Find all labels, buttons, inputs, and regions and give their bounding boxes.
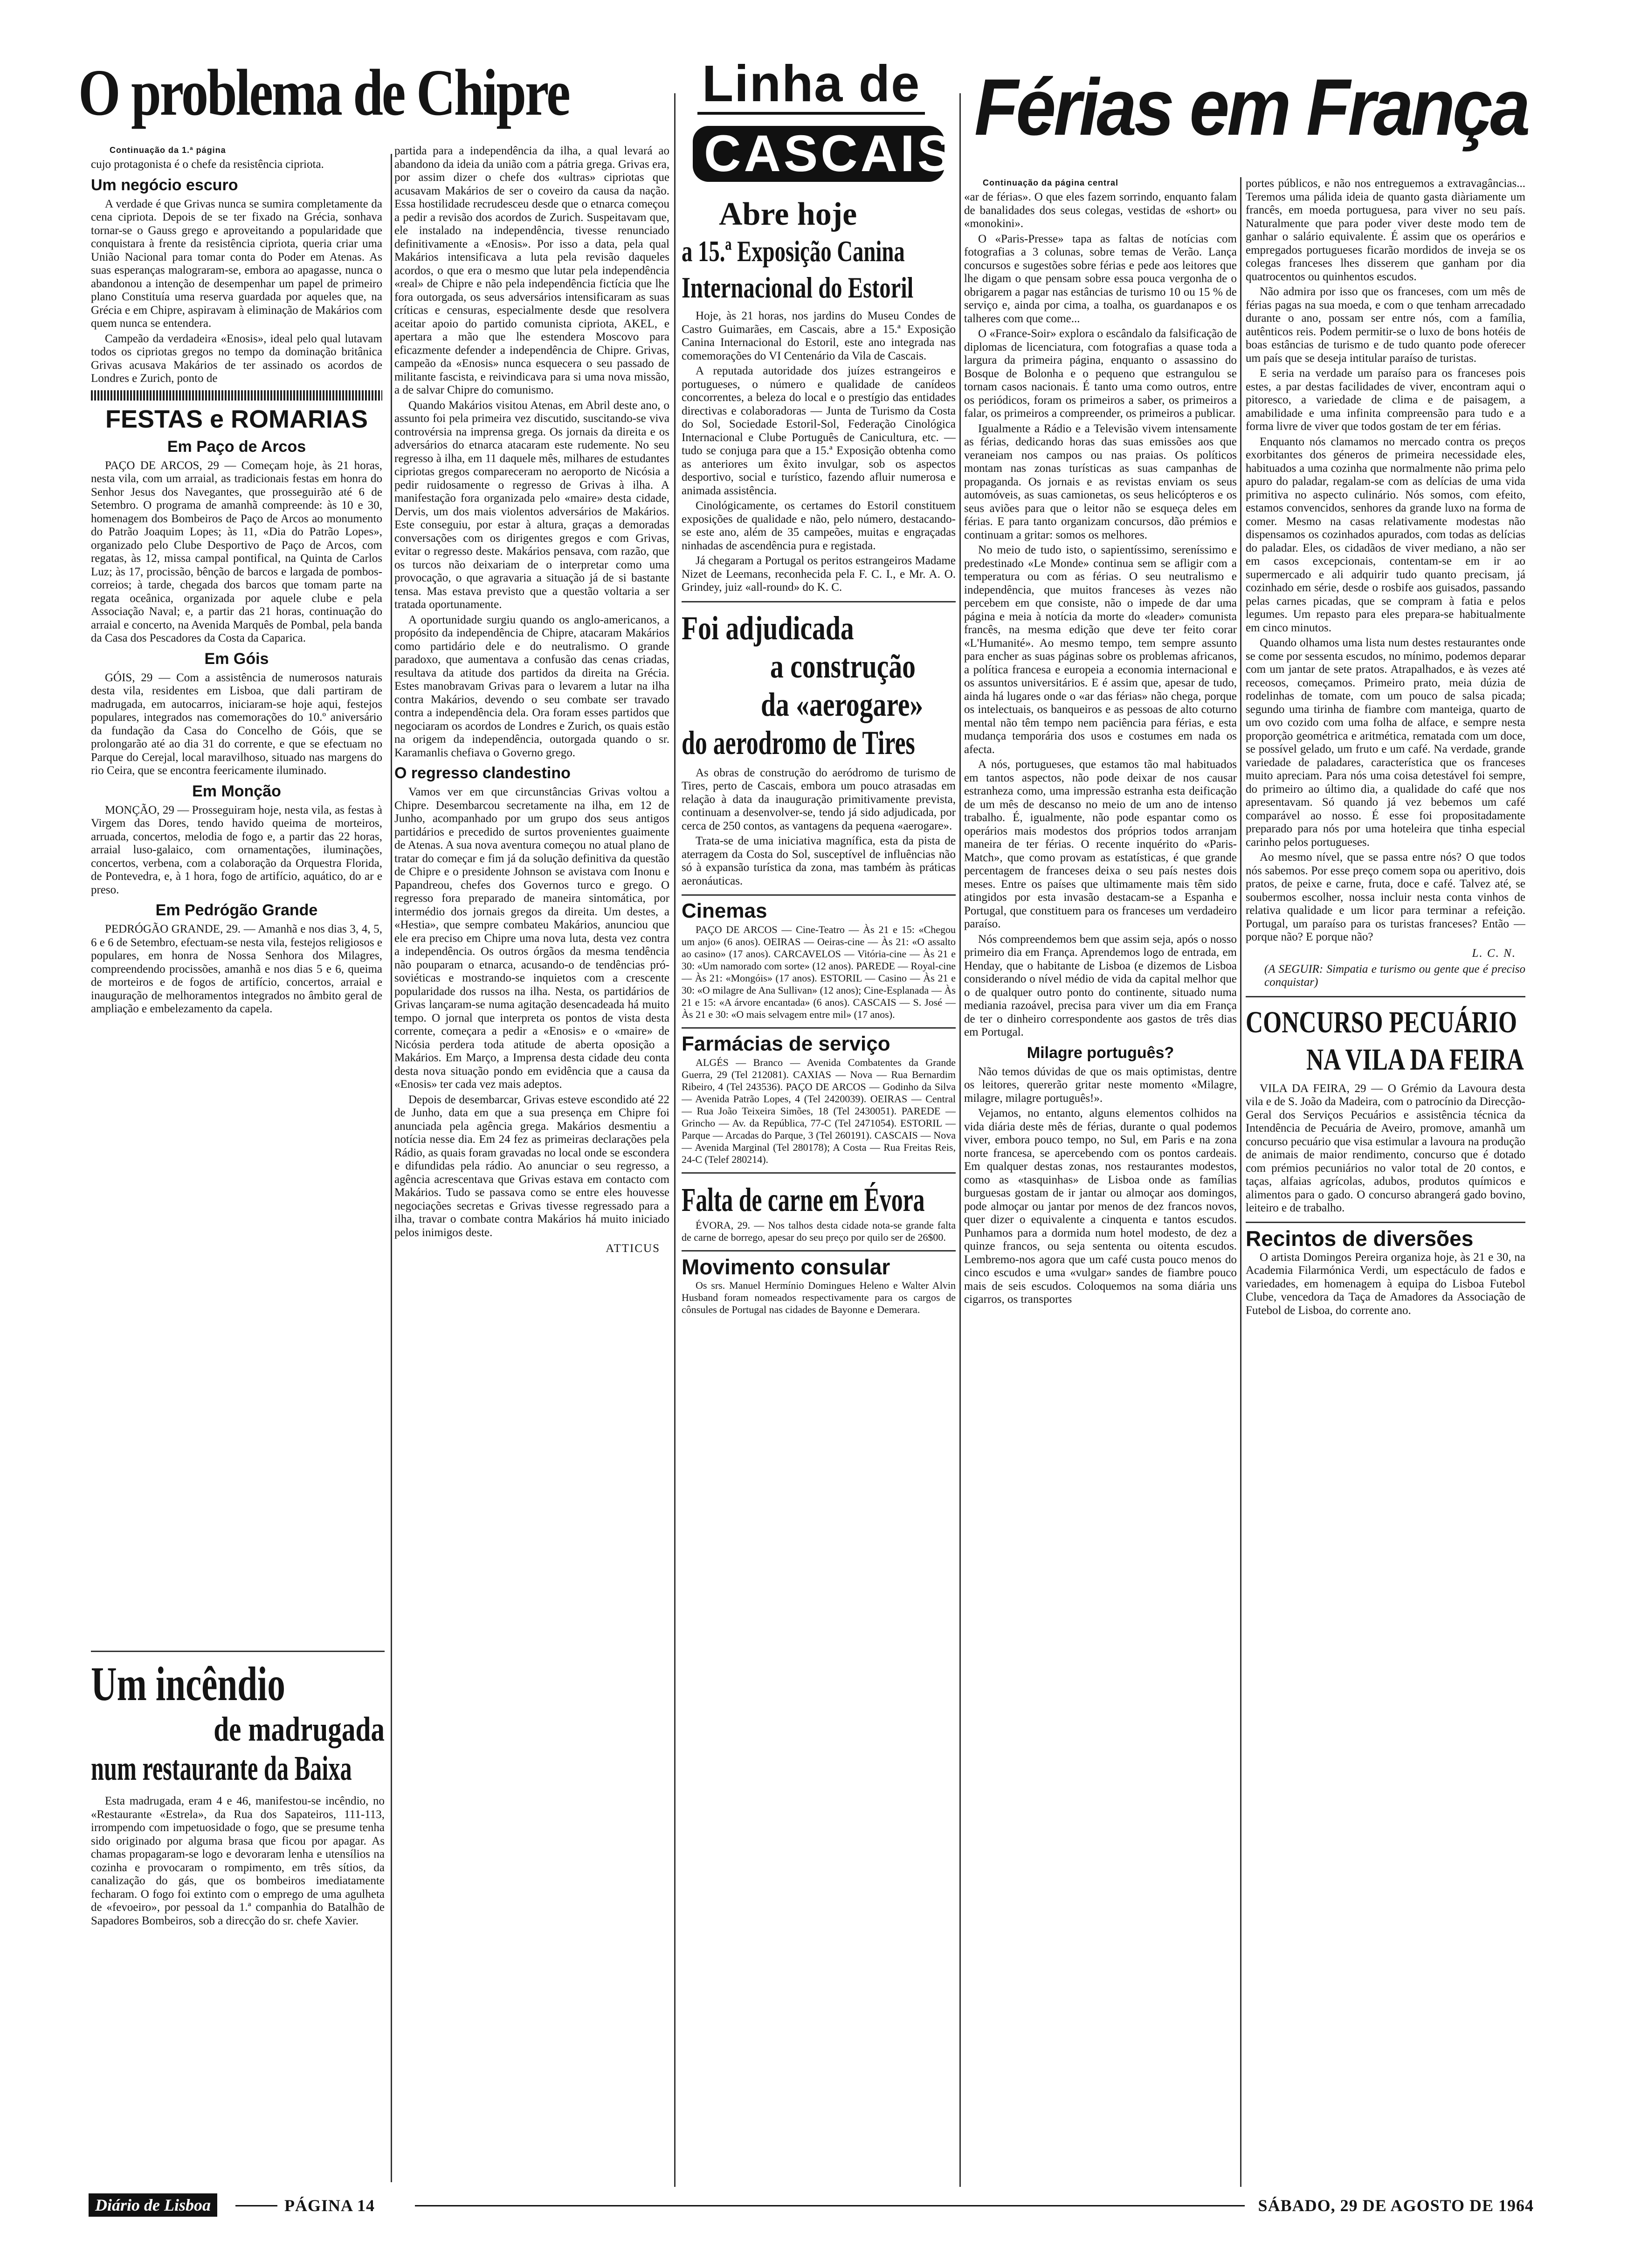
- paragraph: MONÇÃO, 29 — Prosseguiram hoje, nesta vila, as festas à Virgem das Dores, tendo havido queima de morteiros, arruada, concertos, melodia de fogo e, a partir das 22 horas, arraial luso-galaico, com ornamentações, iluminações, concertos, verbena, com a colaboração da Orquestra Florida, de Pontevedra, e, à 1 hora, fogo de artifício, aquático, do ar e preso.: [91, 803, 382, 896]
- aero-headline-3: da «aerogare»: [761, 685, 924, 723]
- incendio-article: [91, 1651, 385, 2178]
- divider: [682, 1250, 956, 1252]
- divider: [682, 1172, 956, 1174]
- canina-headline-2: a 15.ª Exposição Canina: [682, 235, 905, 268]
- aero-headline-1: Foi adjudicada: [682, 609, 854, 647]
- column-2: [394, 145, 669, 2164]
- paragraph: Vejamos, no entanto, alguns elementos colhidos na vida diária deste mês de férias, durante o qual podemos viver, embora pouco tempo, no Sul, em Paris e na zona norte francesa, se apercebendo com os pontos cardeais. Em qualquer destas zonas, nos restaurantes modestos, como as «tasquinhas» de Lisboa onde as famílias burguesas gostam de ir jantar ou almoçar aos domingos, pode almoçar ou jantar por menos de dez francos novos, quer dizer o equivalente a cinquenta e tantos escudos. Punhamos para a dormida num hotel modesto, de dez a quinze francos, ou seja sententa ou oitenta escudos. Lembremo-nos agora que um café custa pouco menos do cinco escudos e uma «vulgar» sandes de fiambre pouco mais de seis escudos. Coloquemos na soma diária uns cigarros, os transportes: [964, 1107, 1237, 1306]
- paragraph: E seria na verdade um paraíso para os franceses pois estes, a par destas facilidades de viver, encontram aqui o pitoresco, a variedade de clima e de paisagem, a amabilidade e uma infinita compreensão para tudo e a forma livre de viver que todos gostam de ter em férias.: [1246, 367, 1525, 433]
- recintos-heading: Recintos de diversões: [1246, 1226, 1474, 1251]
- paragraph: Cinológicamente, os certames do Estoril constituem exposições de qualidade e não, pelo número, destacando-se este ano, além de 35 campeões, muitas e engraçadas ninhadas de ascendência pura e registada.: [682, 499, 956, 552]
- linha-de-title: Linha de: [697, 56, 925, 115]
- paragraph: Igualmente a Rádio e a Televisão vivem intensamente as férias, dedicando horas das suas emissões aos que veraneiam nos campos ou nas praias. Os políticos montam nas zonas turísticas as suas campanhas de propaganda. Os jornais e as revistas enviam os seus automóveis, as suas camionetas, os seus helicópteros e os seus aviões para que o leitor não se esqueça deles em férias. E para tanto organizam concursos, dão prémios e continuam a gritar: somos os melhores.: [964, 422, 1237, 541]
- paragraph: Os srs. Manuel Hermínio Domingues Heleno e Walter Alvin Husband foram nomeados respectivamente para os cargos de cônsules de Portugal nas cidades de Bayonne e Demerara.: [682, 1279, 956, 1315]
- paragraph: Quando Makários visitou Atenas, em Abril deste ano, o assunto foi pela primeira vez discutido, suscitando-se viva controvérsia na imprensa grega. Os jornais da direita e os adversários do etnarca atacaram este rudemente. No seu regresso à ilha, em 11 daquele mês, milhares de estudantes cipriotas gregos compareceram no aeroporto de Nicósia a pedir ruidosamente o regresso de Grivas à ilha. A manifestação fora organizada pelo «maire» desta cidade, Dervis, um dos mais violentos adversários de Makários. Este conseguiu, por estar à altura, graças a demoradas conversações com os dirigentes gregos e com Grivas, evitar o regresso deste. Makários pensava, com razão, que os turcos não deixariam de o interpretar como uma provocação, o que agravaria a situação já de si bastante tensa. Mas estava previsto que a questão voltaria a ser tratada oportunamente.: [394, 399, 669, 611]
- paragraph: Trata-se de uma iniciativa magnífica, esta da pista de aterragem da Costa do Sol, susceptível de influências não só à expansão turística da zona, mas também às práticas aeronáuticas.: [682, 835, 956, 887]
- paragraph: Ao mesmo nível, que se passa entre nós? O que todos nós sabemos. Por esse preço comem sopa ou aperitivo, dois pratos, de peixe e carne, fruta, doce e café. Talvez até, se soubermos escolher, nossa incluir nesta conta vinhos de relativa qualidade e um licor para terminar a refeição. Portugal, um paraíso para os turistas franceses? Então — porque não? E porque não?: [1246, 851, 1525, 943]
- aero-headline-4: do aerodromo de Tires: [682, 724, 915, 761]
- evora-headline: Falta de carne em Évora: [682, 1181, 925, 1218]
- paragraph: PAÇO DE ARCOS, 29 — Começam hoje, às 21 horas, nesta vila, com um arraial, as tradicionais festas em honra do Senhor Jesus dos Navegantes, que prosseguirão até 6 de Setembro. O programa de amanhã compreende: às 10 e 30, homenagem dos Bombeiros de Paço de Arcos ao monumento do Patrão Joaquim Lopes; às 11, «Dia do Patrão Lopes», organizado pelo Clube Desportivo de Paço de Arcos, com regatas, às 12, missa campal pontifical, na Quinta de Carlos Luz; às 17, procissão, bênção de barcos e largada de pombos-correios; à tarde, chegada dos barcos que tomam parte na regata oceânica, organizada por aquele clube e pela Associação Naval; e, a partir das 21 horas, continuação do arraial e concerto, na Avenida Marquês de Pombal, pela banda da Casa dos Pescadores da Costa da Caparica.: [91, 459, 382, 644]
- canina-headline-1: Abre hoje: [719, 196, 857, 232]
- paragraph: As obras de construção do aeródromo de turismo de Tires, perto de Cascais, embora um pouco atrasadas em relação à data da inauguração primitivamente prevista, continuam a desenvolver-se, tendo já sido adjudicada, por cerca de 250 contos, as vantagens da pequena «aerogare».: [682, 766, 956, 832]
- paragraph: A verdade é que Grivas nunca se sumira completamente da cena cipriota. Depois de se ter fixado na Grécia, sonhava tornar-se o Gauss grego e aproveitando a popularidade que conquistara à frente da resistência cipriota, queria criar uma União Nacional para tomar conta do Poder em Atenas. As suas esperanças malograram-se, embora ao apagasse, nunca o abandonou a intenção de desempenhar um papel de primeiro plano Constituía uma reserva guardada por aqueles que, na Grécia e em Chipre, aspiravam à eliminação de Makários com quem nunca se entendera.: [91, 197, 382, 330]
- paragraph: O artista Domingos Pereira organiza hoje, às 21 e 30, na Academia Filarmónica Verdi, um espectáculo de fados e variedades, em homenagem à equipa do Lisboa Futebol Clube, vencedora da Taça de Amadores da Associação de Futebol de Lisboa, do corrente ano.: [1246, 1251, 1525, 1317]
- divider: [91, 1651, 385, 1652]
- paragraph: Não admira por isso que os franceses, com um mês de férias pagas na sua moeda, e com o que tenham arrecadado durante o ano, possam ser entre nós, com a família, autênticos reis. Podem permitir-se o luxo de bons hotéis de boas estâncias de turismo e de tudo quanto pode oferecer um país que se deseja intitular paraíso de turistas.: [1246, 285, 1525, 365]
- column-5: [1246, 177, 1525, 2178]
- footer-rule: [235, 2205, 277, 2206]
- farmacias-heading: Farmácias de serviço: [682, 1032, 890, 1055]
- paragraph: Esta madrugada, eram 4 e 46, manifestou-se incêndio, no «Restaurante «Estrela», da Rua dos Sapateiros, 111-113, irrompendo com impetuosidade o fogo, que se presume tenha sido originado por alguma brasa que ficou por apagar. As chamas propagaram-se logo e devoraram lenha e utensílios na cozinha e provocaram o rompimento, em três sítios, da canalização do gás, que os bombeiros imediatamente fecharam. O fogo foi extinto com o emprego de uma agulheta de «fevoeiro», por pessoal da 1.ª companhia do Batalhão de Sapadores Bombeiros, sob a direcção do sr. chefe Xavier.: [91, 1795, 385, 1927]
- divider: [682, 601, 956, 602]
- divider: [1246, 996, 1525, 997]
- paragraph: cujo protagonista é o chefe da resistência cipriota.: [91, 158, 324, 171]
- column-4: [964, 177, 1237, 2178]
- subheading: Milagre português?: [1027, 1044, 1174, 1062]
- paragraph: GÓIS, 29 — Com a assistência de numerosos naturais desta vila, residentes em Lisboa, que dali partiram de madrugada, em autocarros, iniciaram-se hoje aqui, festejos populares, integrados nas comemorações do 10.º aniversário da fundação da Casa do Concelho de Góis, que se prolongarão até ao dia 31 do corrente, e que se efectuam no Parque do Cerejal, local maravilhoso, situado nas margens do rio Ceira, que se encontra feericamente iluminado.: [91, 671, 382, 777]
- paragraph: VILA DA FEIRA, 29 — O Grémio da Lavoura desta vila e de S. João da Madeira, com o patrocínio da Direcção-Geral dos Serviços Pecuários e assistência técnica da Intendência de Pecuária de Aveiro, promove, amanhã um concurso pecuário que visa estimular a lavoura na produção de animais de maior rendimento, concurso que é dotado com prémios pecuniários no valor total de 20 contos, e taças, alfaias agrícolas, adubos, produtos químicos e alimentos para o gado. O concurso abrangerá gado bovino, leiteiro e de trabalho.: [1246, 1082, 1525, 1214]
- consular-heading: Movimento consular: [682, 1255, 890, 1279]
- paragraph: A nós, portugueses, que estamos tão mal habituados em tantos aspectos, não pode deixar de nos causar estranheza como, uma impressão estranha esta deificação de um mês de descanso no meio de um ano de intenso trabalho. É, igualmente, não pode espantar como os operários mais modestos dos próprios todos arranjam maneira de ter férias. O recente inquérito do «Paris-Match», que como provam as estatísticas, é que grande percentagem de franceses deixa o seu país nestes dois meses. Entre os países que ultimamente mais têm sido atingidos por esta invasão destacam-se a Espanha e Portugal, que constituem para os franceses um verdadeiro paraíso.: [964, 758, 1237, 930]
- column-3: [682, 196, 956, 2178]
- paragraph: Enquanto nós clamamos no mercado contra os preços exorbitantes dos géneros de primeira necessidade eles, habituados a uma cozinha que normalmente não prima pelo apuro do paladar, regalam-se com as delícias de uma vida primitiva no aspecto culinário. Nós somos, com efeito, estamos convencidos, senhores da grande luxo na forma de comer. Mesmo na casas relativamente modestas não dispensamos os cozinhados apurados, com todas as delícias do paladar. Eles, os cidadãos de viver mediano, a não ser em casos excepcionais, contentam-se em ir ao supermercado e ali adquirir tudo quanto precisam, já cozinhado em série, desde o rosbife aos guisados, passando pelas carnes picadas, que se compram à fatia e pelos legumes. Um repasto para eles prepara-se habitualmente em cinco minutos.: [1246, 435, 1525, 634]
- paragraph: Campeão da verdadeira «Enosis», ideal pelo qual lutavam todos os cipriotas gregos no tempo da dominação britânica Grivas acusava Makários de ter assinado os acordos de Londres e Zurich, ponto de: [91, 332, 382, 385]
- cinemas-heading: Cinemas: [682, 899, 767, 922]
- continuation-label: Continuação da página central: [983, 178, 1119, 187]
- paragraph: partida para a independência da ilha, a qual levará ao abandono da ideia da união com a pátria grega. Grivas era, por assim dizer o chefe dos «ultras» cipriotas que acusavam Makários de ser o coveiro da causa da nação. Essa hostilidade recrudesceu desde que o etnarca começou a pedir a revisão dos acordos de Zurich. Suspeitavam que, ele instalado na independência, tivesse renunciado definitivamente a «Enosis». Por isso a data, pela qual Makários intensificava a luta pela revisão daqueles acordos, o que era o mesmo que lutar pela independência «real» de Chipre e não pela independência fictícia que lhe fora outorgada, os seus adversários intensificaram as suas críticas e censuras, especialmente desde que resolvera aceitar apoio do partido comunista cipriota, AKEL, e apertara a mão que lhe estendera Moscovo para eficazmente defender a independência de Chipre. Grivas, campeão da «Enosis» nunca esquecera o seu passado de militante fascista, e reivindicava para si uma nova missão, a de salvar Chipre do comunismo.: [394, 145, 669, 396]
- local-heading: Em Pedrógão Grande: [155, 901, 318, 919]
- local-heading: Em Góis: [204, 650, 269, 668]
- footer: [89, 2192, 1534, 2220]
- paragraph: Hoje, às 21 horas, nos jardins do Museu Condes de Castro Guimarães, em Cascais, abre a 15.ª Exposição Canina Internacional do Estoril, este ano integrada nas comemorações do VI Centenário da Vila de Cascais.: [682, 310, 956, 362]
- paragraph: Depois de desembarcar, Grivas esteve escondido até 22 de Junho, data em que a sua presença em Chipre foi anunciada pela agência grega. Makários desmentiu a notícia nesse dia. Em 24 fez as primeiras declarações pela Rádio, as quais foram gravadas no local onde se escondera e difundidas pela rádio. Ao anunciar o seu regresso, a agência acrescentava que Grivas estava em contacto com Makários. Tudo se passava como se entre eles houvesse negociações secretas e Grivas tivesse regressado para a ilha, travar o combate contra Makários há muito iniciado pelos inimigos deste.: [394, 1093, 669, 1239]
- masthead-logo: Diário de Lisboa: [89, 2193, 217, 2217]
- festas-heading: FESTAS e ROMARIAS: [105, 405, 368, 433]
- paragraph: Quando olhamos uma lista num destes restaurantes onde se come por sessenta escudos, no mínimo, podemos deparar com um jantar de sete pratos. Atrapalhados, e às vezes até receosos, começamos. Primeiro prato, meia dúzia de rodelinhas de tomate, com um pouco de salsa picada; segundo uma tirinha de fiambre com manteiga, quarto de um ovo cozido com uma folha de alface, e sempre nesta proporção geométrica e aritmética, rematada com um doce, se possível gelado, um fruto e um café. Na verdade, grande variedade de paladares, característica que os franceses muito apreciam. Para nós uma coisa detestável foi sempre, do primeiro ao último dia, a qualidade do café que nos apresentavam. Só quando já vez bebemos um café comparável ao nosso. É esse foi propositadamente preparado para nós por uma hoteleira que tinha especial carinho pelos portugueses.: [1246, 636, 1525, 849]
- column-rule: [674, 93, 676, 2187]
- cinemas-listing: PAÇO DE ARCOS — Cine-Teatro — Às 21 e 15: «Chegou um anjo» (6 anos). OEIRAS — Oeiras-cine — Às 21: «O assalto ao casino» (17 anos). CARCAVELOS — Vitória-cine — Às 21 e 30: «Um namorado com sorte» (12 anos). PAREDE — Royal-cine — Às 21: «Mongóis» (17 anos). ESTORIL — Casino — Às 21 e 30: «O milagre de Ana Sullivan» (12 anos); Cine-Esplanada — Às 21 e 15: «A árvore encantada» (6 anos). CASCAIS — S. José — Às 21 e 30: «O mais selvagem entre mil» (17 anos).: [682, 924, 956, 1020]
- paragraph: A oportunidade surgiu quando os anglo-americanos, a propósito da independência de Chipre, atacaram Makários como partidário dele e do neutralismo. O grande paradoxo, que aumentava a confusão das cenas criadas, resultava da atitude dos partidos da direita na Grécia. Estes manobravam Grivas para o levarem a lutar na ilha contra Makários, devendo o seu combate ser travado contra a independência dela. Ora foram esses partidos que negociaram os acordos de Londres e Zurich, os quais estão na origem da independência, outorgada quando o sr. Karamanlis chefiava o Governo grego.: [394, 613, 669, 759]
- incendio-headline-2: de madrugada: [214, 1710, 385, 1749]
- cascais-label: CASCAIS: [704, 125, 955, 182]
- paragraph: «ar de férias». O que eles fazem sorrindo, enquanto falam de banalidades dos seus colegas, vestidas de «short» ou «monokini».: [964, 191, 1237, 230]
- column-rule: [391, 154, 392, 2182]
- paragraph: Vamos ver em que circunstâncias Grivas voltou a Chipre. Desembarcou secretamente na ilha, em 12 de Junho, acompanhado por um grupo dos seus antigos partidários e precedido de surtos provenientes guaimente de Atenas. A sua nova aventura começou no atual plano de tratar do começar e fim já da solução definitiva da questão de Chipre e o presidente Johnson se avistava com Inonu e Papandreou, chefes dos Governos turco e grego. O regresso fora preparado de maneira sintomática, por intermédio dos jornais gregos da direita. Um destes, a «Hestia», que sempre combateu Makários, anunciou que ele era preciso em Chipre uma nova luta, desta vez contra a independência. Os outros órgãos da mesma tendência não pouparam o etnarca, acusando-o de tendências pró-soviéticas e mostrando-se inquietos com a crescente popularidade dos russos na ilha. Nesta, os partidários de Grivas lançaram-se numa agitação desencadeada há muito tempo. O jornal que interpreta os pontos de vista desta corrente, começara a pedir a «Enosis» e o «maire» de Nicósia perdera toda atitude de aberta oposição a Makários. Em Março, a Imprensa desta cidade deu conta desta nova situação pondo em evidência que a causa da «Enosis» ter cada vez mais adeptos.: [394, 786, 669, 1091]
- author-signature: ATTICUS: [606, 1242, 660, 1255]
- paragraph: PEDRÓGÃO GRANDE, 29. — Amanhã e nos dias 3, 4, 5, 6 e 6 de Setembro, efectuam-se nesta vila, festejos religiosos e populares, em honra de Nossa Senhora dos Milagres, compreendendo procissões, amanhã e nos dias 5 e 6, queima de morteiros e de fogos de artifício, concertos, arraial e inauguração de melhoramentos integrados no âmbito geral de ampliação e embelezamento da capela.: [91, 923, 382, 1015]
- subheading: O regresso clandestino: [394, 764, 571, 782]
- page-number: PÁGINA 14: [284, 2196, 375, 2215]
- author-signature: L. C. N.: [1472, 947, 1516, 960]
- concurso-headline-2: NA VILA DA FEIRA: [1306, 1042, 1524, 1077]
- paragraph: Não temos dúvidas de que os mais optimistas, dentre os leitores, quererão gritar neste momento «Milagre, milagre, milagre português!».: [964, 1065, 1237, 1105]
- paragraph: O «Paris-Presse» tapa as faltas de notícias com fotografias a 3 colunas, sobre temas de Verão. Lança concursos e sugestões sobre férias e pede aos leitores que lhe digam o que pensam sobre essa pouca vergonha de o obrigarem a pagar nas estâncias de turismo 10 ou 15 % de serviço e, ainda por cima, a toalha, os guardanapos e os talheres com que come...: [964, 232, 1237, 325]
- local-heading: Em Monção: [192, 782, 281, 800]
- incendio-headline-1: Um incêndio: [91, 1657, 285, 1711]
- headline-chipre: O problema de Chipre: [78, 55, 569, 129]
- paragraph: Nós compreendemos bem que assim seja, após o nosso primeiro dia em França. Aprendemos logo de entrada, em Henday, que o habitante de Lisboa (e dizemos de Lisboa considerando o nível médio de vida da capital melhor que o de qualquer outro ponto do continente, situado numa mediania razoável, precisa para viver um dia em França de ter o dinheiro correspondente aos gastos de três dias em Portugal.: [964, 933, 1237, 1038]
- paragraph: A reputada autoridade dos juízes estrangeiros e portugueses, o número e qualidade de canídeos concorrentes, a beleza do local e o prestígio das entidades directivas e colaboradoras — Junta de Turismo da Costa do Sol, Sociedade Estoril-Sol, Federação Cinológica Internacional e Clube Português de Canicultura, etc. — tudo se conjuga para que a 15.ª Exposição obtenha como as anteriores um êxito invulgar, sob os aspectos desportivo, social e turístico, fazendo afluir numerosa e animada assistência.: [682, 365, 956, 497]
- paragraph: O «France-Soir» explora o escândalo da falsificação de diplomas de licenciatura, com fotografias a quase toda a largura da primeira página, enquanto o assassino do Bosque de Bolonha e o pequeno que estrangulou se tornam casos nacionais. É tanto uma como outros, entre os periódicos, foram os primeiros a saber, os primeiros a falar, os primeiros a compreender, os primeiros a publicar.: [964, 327, 1237, 420]
- note: (A SEGUIR: Simpatia e turismo ou gente que é preciso conquistar): [1264, 962, 1525, 989]
- paragraph: No meio de tudo isto, o sapientíssimo, sereníssimo e predestinado «Le Monde» continua sem se afligir com a temperatura ou com as férias. O seu neutralismo e independência, que muitos franceses às vezes não percebem em que consiste, não o impede de dar uma página e meia à notícia da morte do «leader» comunista francês, na mesma edição que deve ter feito corar «L'Humanité». Ao mesmo tempo, tem sempre assunto para encher as suas páginas sobre os problemas africanos, a política francesa e europeia a economia internacional e os assuntos universitários. E é assim que, apesar de tudo, ainda há lugares onde o «ar das férias» não chega, porque os intelectuais, os banqueiros e as pessoas de alto coturno mental não têm tempo nem paciência para férias, e esta mudança temporária dos usos e costumes em nada os afecta.: [964, 544, 1237, 756]
- column-rule: [959, 93, 961, 2187]
- farmacias-listing: ALGÉS — Branco — Avenida Combatentes da Grande Guerra, 29 (Tel 212081). CAXIAS — Nova — Rua Bernardim Ribeiro, 4 (Tel 243536). PAÇO DE ARCOS — Godinho da Silva — Avenida Patrão Lopes, 4 (Tel 2420039). OEIRAS — Central — Rua João Teixeira Simões, 18 (Tel 2430051). PAREDE — Grincho — Av. da República, 77-C (Tel 2471054). ESTORIL — Parque — Arcadas do Parque, 3 (Tel 260191). CASCAIS — Nova — Avenida Marginal (Tel 280178); A Costa — Rua Freitas Reis, 24-C (Telef 280214).: [682, 1057, 956, 1165]
- issue-date: SÁBADO, 29 DE AGOSTO DE 1964: [1258, 2196, 1534, 2215]
- section-divider: [91, 390, 382, 401]
- incendio-headline-3: num restaurante da Baixa: [91, 1749, 352, 1788]
- paragraph: ÉVORA, 29. — Nos talhos desta cidade nota-se grande falta de carne de borrego, apesar do seu preço por quilo ser de 26$00.: [682, 1219, 956, 1243]
- headline-ferias: Férias em França: [974, 62, 1528, 152]
- divider: [682, 894, 956, 896]
- linha-de-cascais-box: [683, 56, 954, 191]
- aero-headline-2: a construção: [770, 647, 916, 685]
- column-rule: [1240, 177, 1241, 2187]
- canina-headline-3: Internacional do Estoril: [682, 271, 914, 304]
- local-heading: Em Paço de Arcos: [167, 437, 306, 456]
- divider: [682, 1027, 956, 1029]
- divider: [1246, 1222, 1525, 1223]
- paragraph: portes públicos, e não nos entreguemos a extravagâncias... Teremos uma pálida ideia de quanto gasta diàriamente um francês, em moeda portuguesa, para viver no seu país. Naturalmente que para poder viver deste modo tem de ganhar o salário equivalente. É assim que os operários e empregados portugueses ficarão mordidos de inveja se os colegas franceses lhes disserem que ganham por dia quatrocentos ou quinhentos escudos.: [1246, 177, 1525, 283]
- footer-rule-long: [415, 2205, 1245, 2206]
- subheading: Um negócio escuro: [91, 176, 238, 194]
- paragraph: Já chegaram a Portugal os peritos estrangeiros Madame Nizet de Leemans, reconhecida pela F. C. I., e Mr. A. O. Grindey, juiz «all-round» do K. C.: [682, 554, 956, 594]
- continuation-label: Continuação da 1.ª página: [110, 145, 226, 155]
- concurso-headline-1: CONCURSO PECUÁRIO: [1246, 1005, 1517, 1039]
